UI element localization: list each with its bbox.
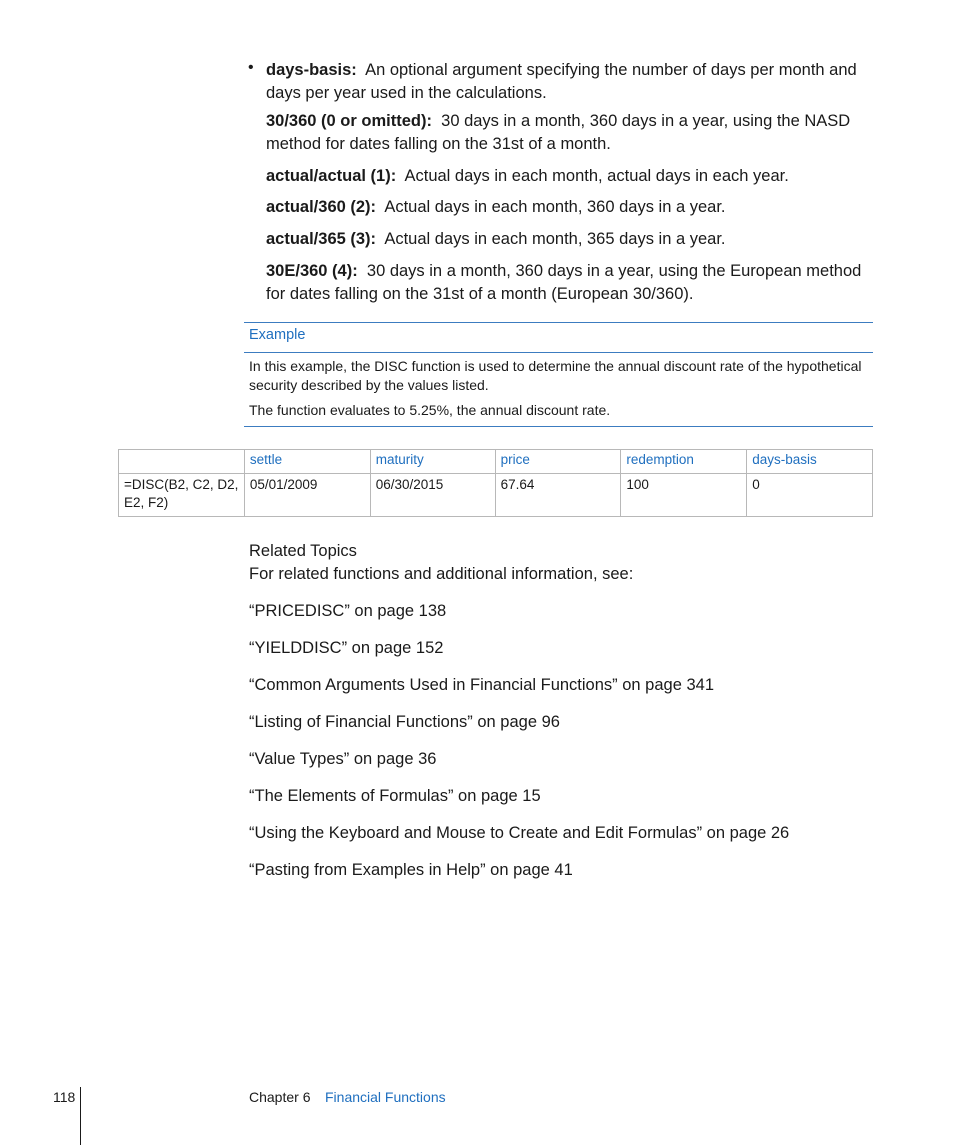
option-term: 30/360 (0 or omitted):: [266, 112, 432, 130]
option-30e-360: [266, 260, 876, 306]
option-term: 30E/360 (4):: [266, 262, 358, 280]
option-actual-360: [266, 196, 876, 219]
days-basis-argument: [266, 59, 876, 105]
related-link-listing-financial[interactable]: “Listing of Financial Functions” on page 96: [249, 713, 560, 731]
example-bottom-rule: [244, 426, 873, 427]
option-actual-365: [266, 228, 876, 251]
page-number: 118: [53, 1089, 76, 1105]
argument-term: days-basis:: [266, 61, 357, 79]
table-header-row: [119, 450, 873, 474]
footer-divider: [80, 1087, 81, 1145]
related-topics-title: Related Topics: [249, 542, 357, 560]
table-row: [119, 474, 873, 517]
argument-description: An optional argument specifying the number of days per month and days per year used in the calculations.: [266, 61, 857, 102]
table-cell: 67.64: [495, 474, 621, 517]
table-header-cell: days-basis: [747, 450, 873, 474]
example-heading: Example: [249, 327, 306, 343]
option-text: Actual days in each month, 360 days in a year.: [384, 198, 726, 216]
related-link-keyboard-mouse[interactable]: “Using the Keyboard and Mouse to Create and Edit Formulas” on page 26: [249, 824, 790, 842]
footer-chapter-title[interactable]: Financial Functions: [325, 1089, 446, 1105]
option-term: actual/actual (1):: [266, 167, 397, 185]
option-term: actual/360 (2):: [266, 198, 377, 216]
option-text: Actual days in each month, 365 days in a year.: [384, 230, 726, 248]
example-top-rule: [244, 322, 873, 323]
table-cell: 05/01/2009: [244, 474, 370, 517]
related-link-elements-formulas[interactable]: “The Elements of Formulas” on page 15: [249, 787, 541, 805]
table-cell: 06/30/2015: [370, 474, 495, 517]
table-header-cell: settle: [244, 450, 370, 474]
table-header-cell: price: [495, 450, 621, 474]
table-cell: 0: [747, 474, 873, 517]
table-header-cell: maturity: [370, 450, 495, 474]
option-text: 30 days in a month, 360 days in a year, using the European method for dates falling on the 31st of a month (European 30/360).: [266, 262, 862, 303]
option-text: 30 days in a month, 360 days in a year, using the NASD method for dates falling on the 31st of a month.: [266, 112, 851, 153]
table-header-cell: [119, 450, 245, 474]
related-link-common-arguments[interactable]: “Common Arguments Used in Financial Functions” on page 341: [249, 676, 714, 694]
related-link-pricedisc[interactable]: “PRICEDISC” on page 138: [249, 602, 447, 620]
related-link-value-types[interactable]: “Value Types” on page 36: [249, 750, 437, 768]
example-heading-rule: [244, 352, 873, 353]
related-topics-intro: For related functions and additional information, see:: [249, 565, 634, 583]
example-table: [118, 449, 873, 517]
footer-chapter: Chapter 6: [249, 1089, 311, 1105]
bullet-marker: •: [248, 59, 254, 76]
option-text: Actual days in each month, actual days in each year.: [404, 167, 789, 185]
option-actual-actual: [266, 165, 876, 188]
table-cell: =DISC(B2, C2, D2, E2, F2): [119, 474, 245, 517]
related-link-yielddisc[interactable]: “YIELDDISC” on page 152: [249, 639, 444, 657]
option-30-360: [266, 110, 876, 156]
table-header-cell: redemption: [621, 450, 747, 474]
example-description: In this example, the DISC function is used to determine the annual discount rate of the hypothetical security described by the values listed.: [249, 358, 862, 393]
option-term: actual/365 (3):: [266, 230, 377, 248]
related-link-pasting-examples[interactable]: “Pasting from Examples in Help” on page 41: [249, 861, 573, 879]
example-result: The function evaluates to 5.25%, the annual discount rate.: [249, 402, 611, 418]
table-cell: 100: [621, 474, 747, 517]
